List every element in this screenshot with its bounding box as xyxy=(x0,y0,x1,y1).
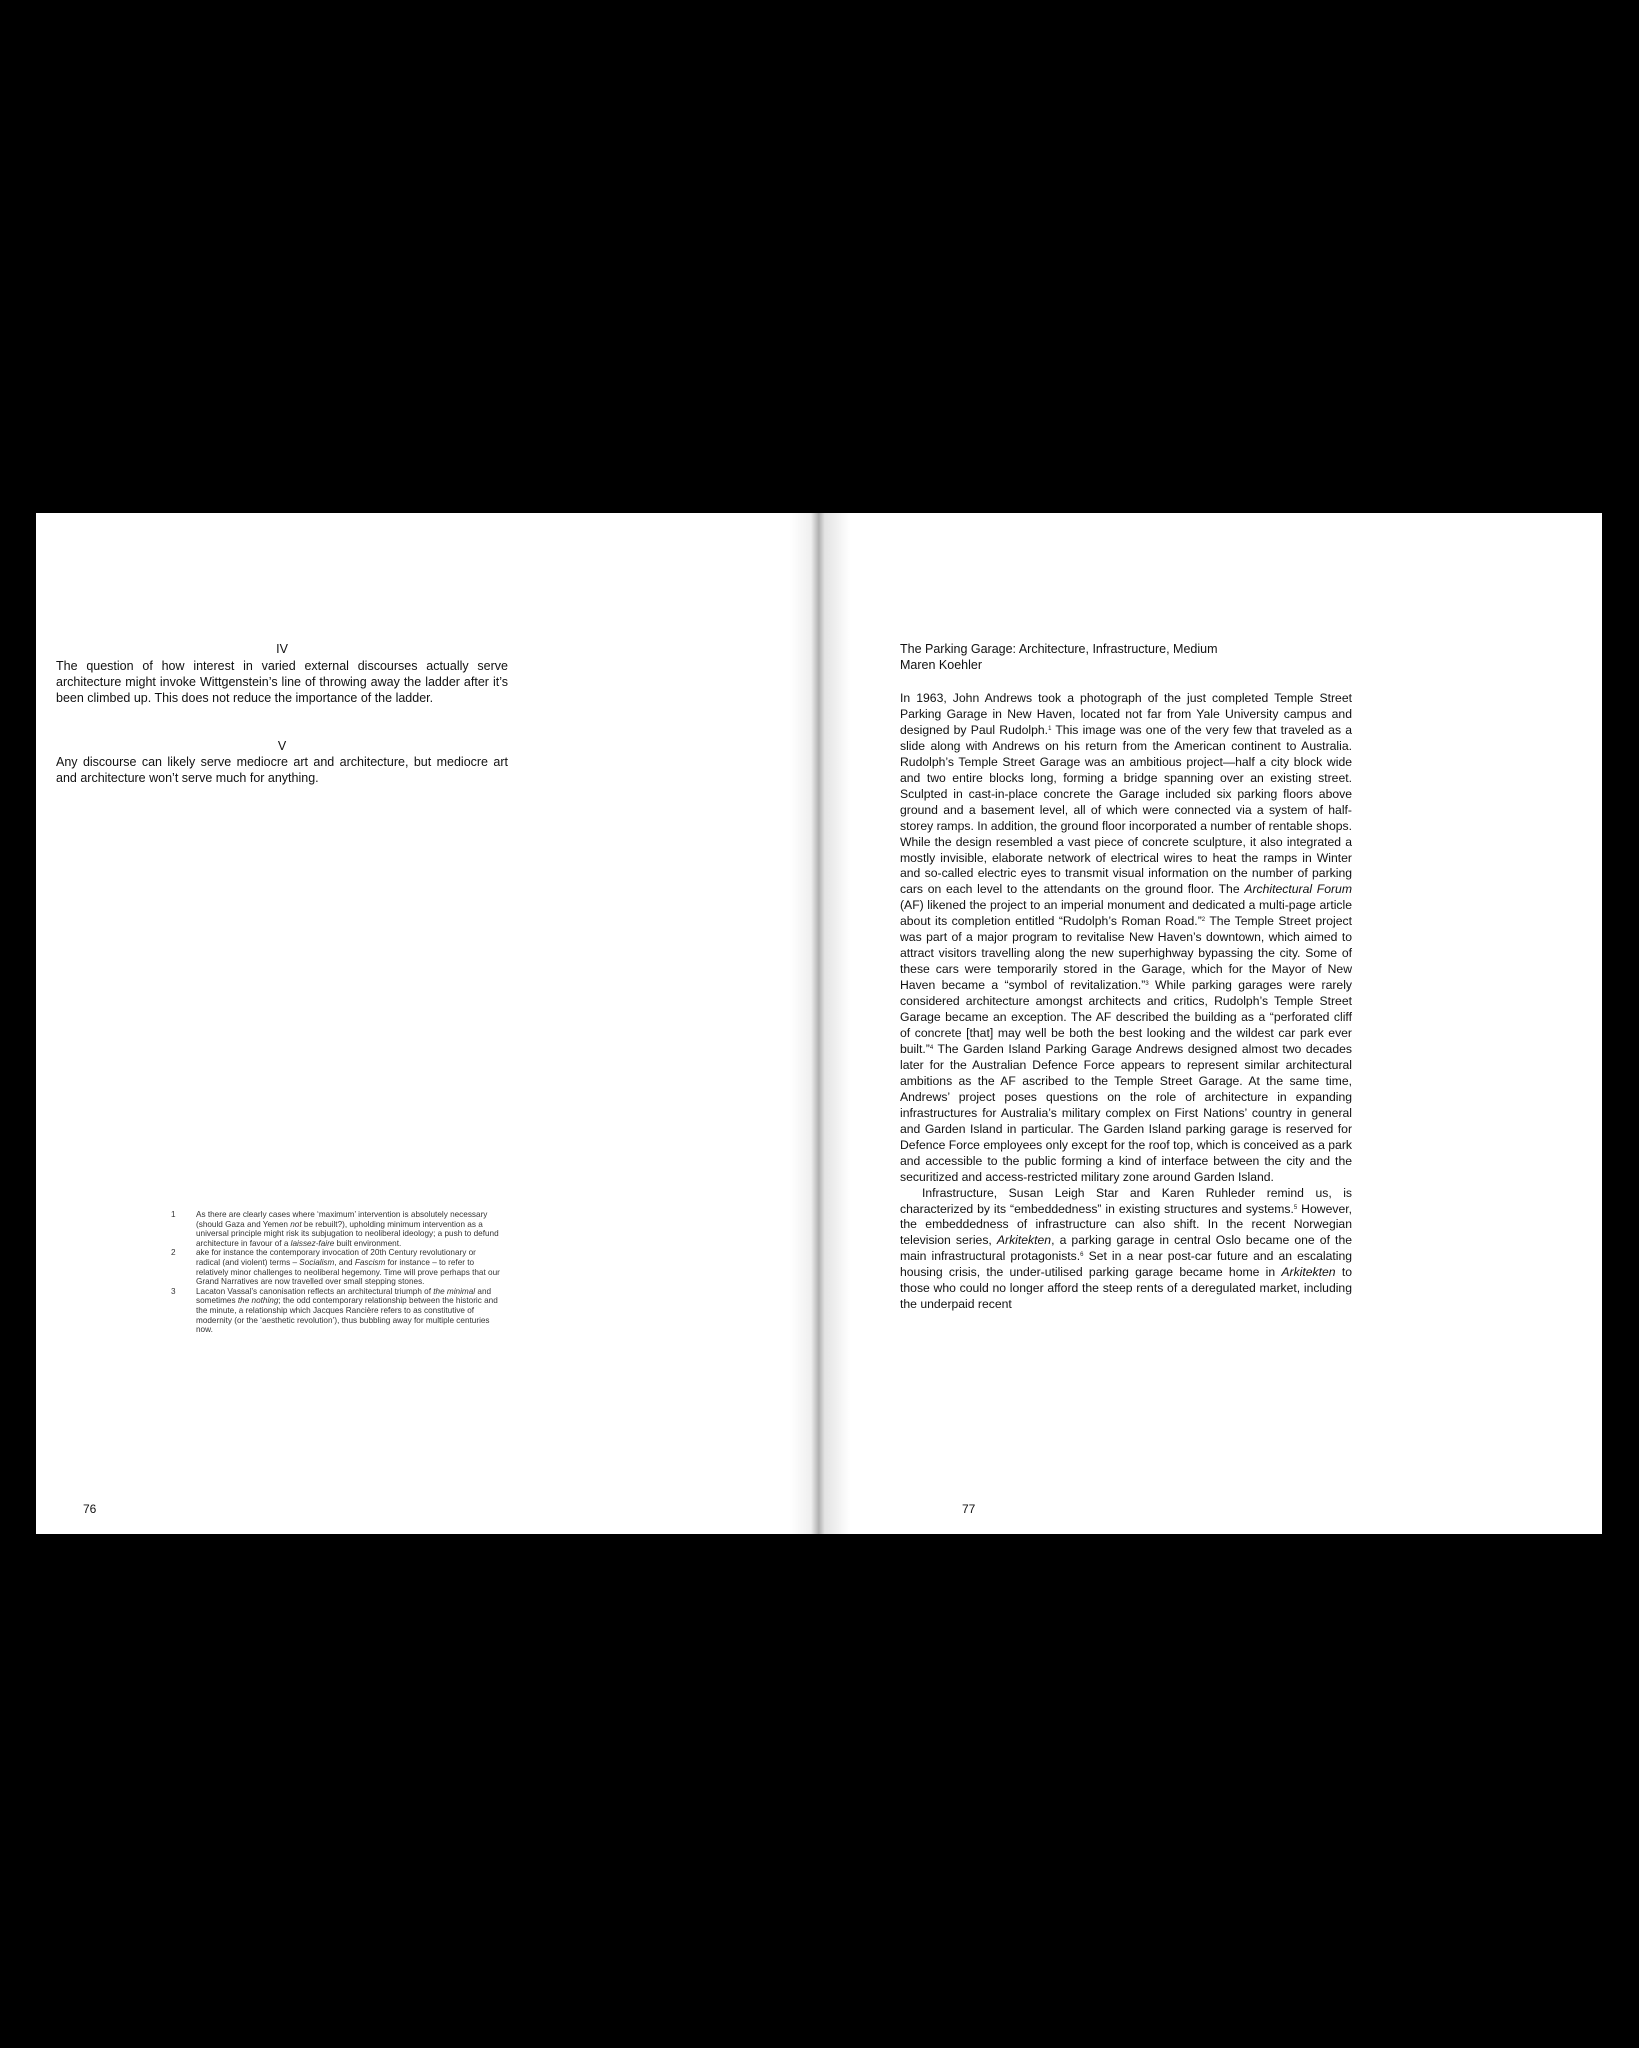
footnote-text: for instance – to refer to relatively minor challenges to neoliberal hegemony. Time will prove perhaps that our Grand Narratives are now travelled over small stepping stones. xyxy=(196,1257,500,1287)
section-numeral-iv: IV xyxy=(276,642,288,656)
footnote-text: , and xyxy=(334,1257,355,1267)
footnote-3 xyxy=(171,1287,501,1335)
section-iv-text: The question of how interest in varied external discourses actually serve architecture might invoke Wittgenstein’s line of throwing away the ladder after it’s been climbed up. This does not reduce the importance of the ladder. xyxy=(56,659,508,705)
body-text: Infrastructure, Susan Leigh Star and Karen Ruhleder remind us, is characterized by its “embeddedness” in existing structures and systems. xyxy=(900,1185,1352,1216)
footnote-2 xyxy=(171,1248,501,1286)
article-title: The Parking Garage: Architecture, Infrastructure, Medium xyxy=(900,642,1218,656)
body-text: This image was one of the very few that traveled as a slide along with Andrews on his return from the American continent to Australia. Rudolph’s Temple Street Garage was an ambitious project—half a city block wide and two entire blocks long, forming a bridge spanning over an existing street. Sculpted in cast-in-place concrete the Garage included six parking floors above ground and a basement level, all of which were connected via a system of half-storey ramps. In addition, the ground floor incorporated a number of rentable shops. While the design resembled a vast piece of concrete sculpture, it also integrated a mostly invisible, elaborate network of electrical wires to heat the ramps in Winter and so-called electric eyes to transmit visual information on the number of parking cars on each level to the attendants on the ground floor. The xyxy=(900,722,1352,897)
body-text: However, the embeddedness of infrastructure can also shift. In the recent Norwegian television series, xyxy=(900,1201,1352,1248)
footnote-ref: 6 xyxy=(1080,1252,1084,1259)
footnotes xyxy=(171,1210,501,1335)
footnote-text: Lacaton Vassal’s canonisation reflects an architectural triumph of xyxy=(196,1286,434,1296)
body-text: (AF) likened the project to an imperial monument and dedicated a multi-page article about its completion entitled “Rudolph’s Roman Road.” xyxy=(900,898,1352,929)
left-page xyxy=(36,513,819,1534)
page-number-right: 77 xyxy=(962,1502,976,1516)
footnote-emphasis: the minimal xyxy=(433,1286,476,1296)
footnote-emphasis: the nothing xyxy=(237,1296,279,1306)
article-header xyxy=(900,641,1352,673)
footnote-text: be rebuilt?), upholding minimum intervention as a universal principle might risk its subjugation to neoliberal ideology; a push to defund architecture in favour of a xyxy=(196,1219,499,1248)
footnote-number: 2 xyxy=(171,1248,176,1258)
body-emphasis: Arkitekten xyxy=(996,1233,1052,1248)
footnote-emphasis: Fascism xyxy=(354,1257,386,1267)
body-text: While parking garages were rarely considered architecture amongst architects and critics, Rudolph’s Temple Street Garage became an exception. The AF described the building as a “perforated cliff of concrete [that] may well be both the best looking and the wildest car park ever built.” xyxy=(900,978,1352,1056)
article-body xyxy=(900,691,1352,1313)
book-spread xyxy=(36,513,1602,1534)
footnote-emphasis: Socialism xyxy=(299,1257,335,1267)
body-text: The Temple Street project was part of a major program to revitalise New Haven’s downtown, which aimed to attract visitors travelling along the new superhighway bypassing the city. Some of these cars were temporarily stored in the Garage, which for the Mayor of New Haven became a “symbol of revitalization.” xyxy=(900,914,1352,993)
footnote-ref: 1 xyxy=(1048,725,1052,732)
footnote-text: As there are clearly cases where ‘maximum’ intervention is absolutely necessary (should Gaza and Yemen xyxy=(196,1210,488,1229)
body-text: to those who could no longer afford the steep rents of a deregulated market, including the underpaid recent xyxy=(900,1265,1353,1312)
footnote-ref: 3 xyxy=(1145,981,1149,988)
footnote-text: ake for instance the contemporary invocation of 20th Century revolutionary or radical (and violent) terms – xyxy=(196,1248,476,1267)
body-text: , a parking garage in central Oslo became one of the main infrastructural protagonists. xyxy=(900,1233,1352,1264)
footnote-text: and sometimes xyxy=(196,1286,492,1306)
footnote-ref: 2 xyxy=(1201,917,1206,924)
body-text: The Garden Island Parking Garage Andrews designed almost two decades later for the Australian Defence Force appears to represent similar architectural ambitions as the AF ascribed to the Temple Street Garage. At the same time, Andrews’ project poses questions on the role of architecture in expanding infrastructures for Australia’s military complex on First Nations’ country in general and Garden Island in particular. The Garden Island parking garage is reserved for Defence Force employees only except for the roof top, which is conceived as a park and accessible to the public forming a kind of interface between the city and the securitized and access-restricted military zone around Garden Island. xyxy=(900,1041,1352,1184)
body-emphasis: Arkitekten xyxy=(1281,1265,1336,1280)
footnote-1 xyxy=(171,1210,501,1248)
footnote-emphasis: laissez-faire xyxy=(290,1238,335,1248)
footnote-number: 1 xyxy=(171,1210,176,1219)
body-text: In 1963, John Andrews took a photograph of the just completed Temple Street Parking Garage in New Haven, located not far from Yale University campus and designed by Paul Rudolph. xyxy=(900,691,1352,737)
section-v-text: Any discourse can likely serve mediocre art and architecture, but mediocre art and architecture won’t serve much for anything. xyxy=(56,755,508,785)
article-author: Maren Koehler xyxy=(900,658,982,672)
footnote-text: ; the odd contemporary relationship between the historic and the minute, a relationship which Jacques Rancière refers to as constitutive of modernity (or the ‘aesthetic revolution’), thus bubbling away for multiple centuries now. xyxy=(196,1296,498,1335)
footnote-ref: 5 xyxy=(1293,1204,1298,1211)
section-numeral-v: V xyxy=(277,739,287,753)
footnote-ref: 4 xyxy=(929,1044,934,1051)
footnote-number: 3 xyxy=(171,1286,176,1296)
footnote-text: built environment. xyxy=(334,1238,402,1248)
paragraph-1 xyxy=(900,691,1352,1186)
footnote-emphasis: not xyxy=(290,1219,302,1229)
body-emphasis: Architectural Forum xyxy=(1244,882,1352,897)
right-page xyxy=(819,513,1602,1534)
paragraph-2 xyxy=(900,1186,1352,1314)
body-text: Set in a near post-car future and an escalating housing crisis, the under-utilised parking garage became home in xyxy=(900,1249,1352,1280)
page-number-left: 76 xyxy=(83,1502,97,1516)
